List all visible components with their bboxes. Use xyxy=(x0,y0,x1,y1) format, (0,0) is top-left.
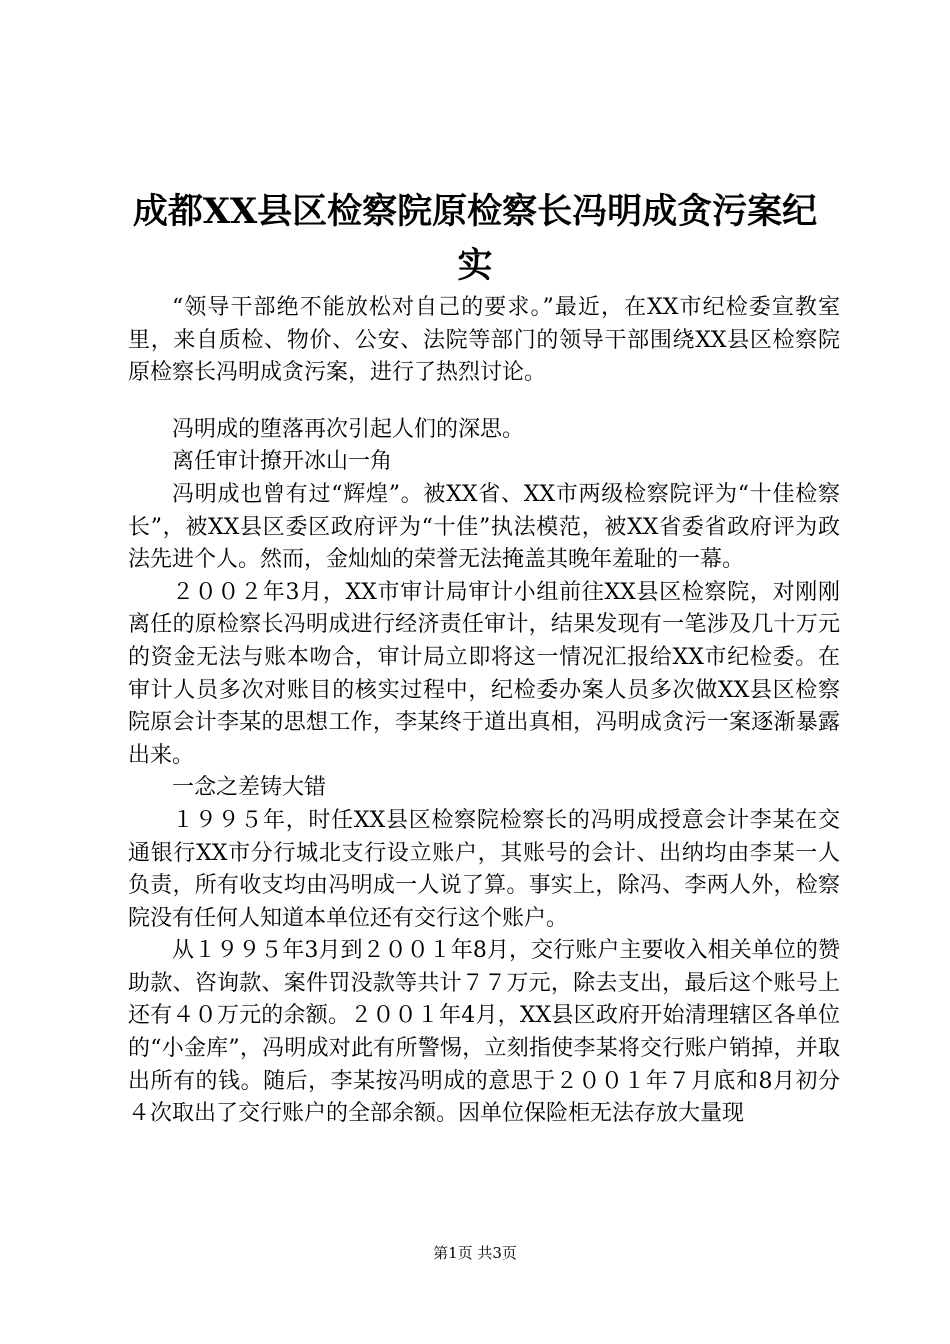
section-heading: 离任审计撩开冰山一角 xyxy=(172,449,393,475)
paragraph-intro: “领导干部绝不能放松对自己的要求。”最近，在XX市纪检委宣教室里，来自质检、物价、公安、法院等部门的领导干部围绕XX县区检察院原检察长冯明成贪污案，进行了热烈讨论。 xyxy=(128,295,840,386)
paragraph: 冯明成的堕落再次引起人们的深思。 xyxy=(172,416,525,442)
paragraph: ２００２年3月，XX市审计局审计小组前往XX县区检察院，对刚刚离任的原检察长冯明成进行经济责任审计，结果发现有一笔涉及几十万元的资金无法与账本吻合，审计局立即将这一情况汇报给XX市纪检委。在审计人员多次对账目的核实过程中，纪检委办案人员多次做XX县区检察院原会计李某的思想工作，李某终于道出真相，冯明成贪污一案逐渐暴露出来。 xyxy=(128,579,840,768)
paragraph: 冯明成也曾有过“辉煌”。被XX省、XX市两级检察院评为“十佳检察长”，被XX县区委区政府评为“十佳”执法模范，被XX省委省政府评为政法先进个人。然而，金灿灿的荣誉无法掩盖其晚年羞耻的一幕。 xyxy=(128,481,840,573)
paragraph: 从１９９５年3月到２００１年8月，交行账户主要收入相关单位的赞助款、咨询款、案件罚没款等共计７７万元，除去支出，最后这个账号上还有４０万元的余额。２００１年4月，XX县区政府开始清理辖区各单位的“小金库”，冯明成对此有所警惕，立刻指使李某将交行账户销掉，并取出所有的钱。随后，李某按冯明成的意思于２００１年７月底和8月初分４次取出了交行账户的全部余额。因单位保险柜无法存放大量现 xyxy=(128,938,840,1127)
section-heading: 一念之差铸大错 xyxy=(172,775,327,801)
page-footer: 第1页 共3页 xyxy=(433,1244,517,1262)
paragraph: １９９５年，时任XX县区检察院检察长的冯明成授意会计李某在交通银行XX市分行城北支行设立账户，其账号的会计、出纳均由李某一人负责，所有收支均由冯明成一人说了算。事实上，除冯、李两人外，检察院没有任何人知道本单位还有交行这个账户。 xyxy=(128,807,840,931)
document-body xyxy=(128,292,840,1131)
document-title-line-2: 实 xyxy=(457,245,493,286)
document-title-line-1: 成都XX县区检察院原检察长冯明成贪污案纪 xyxy=(132,191,818,232)
